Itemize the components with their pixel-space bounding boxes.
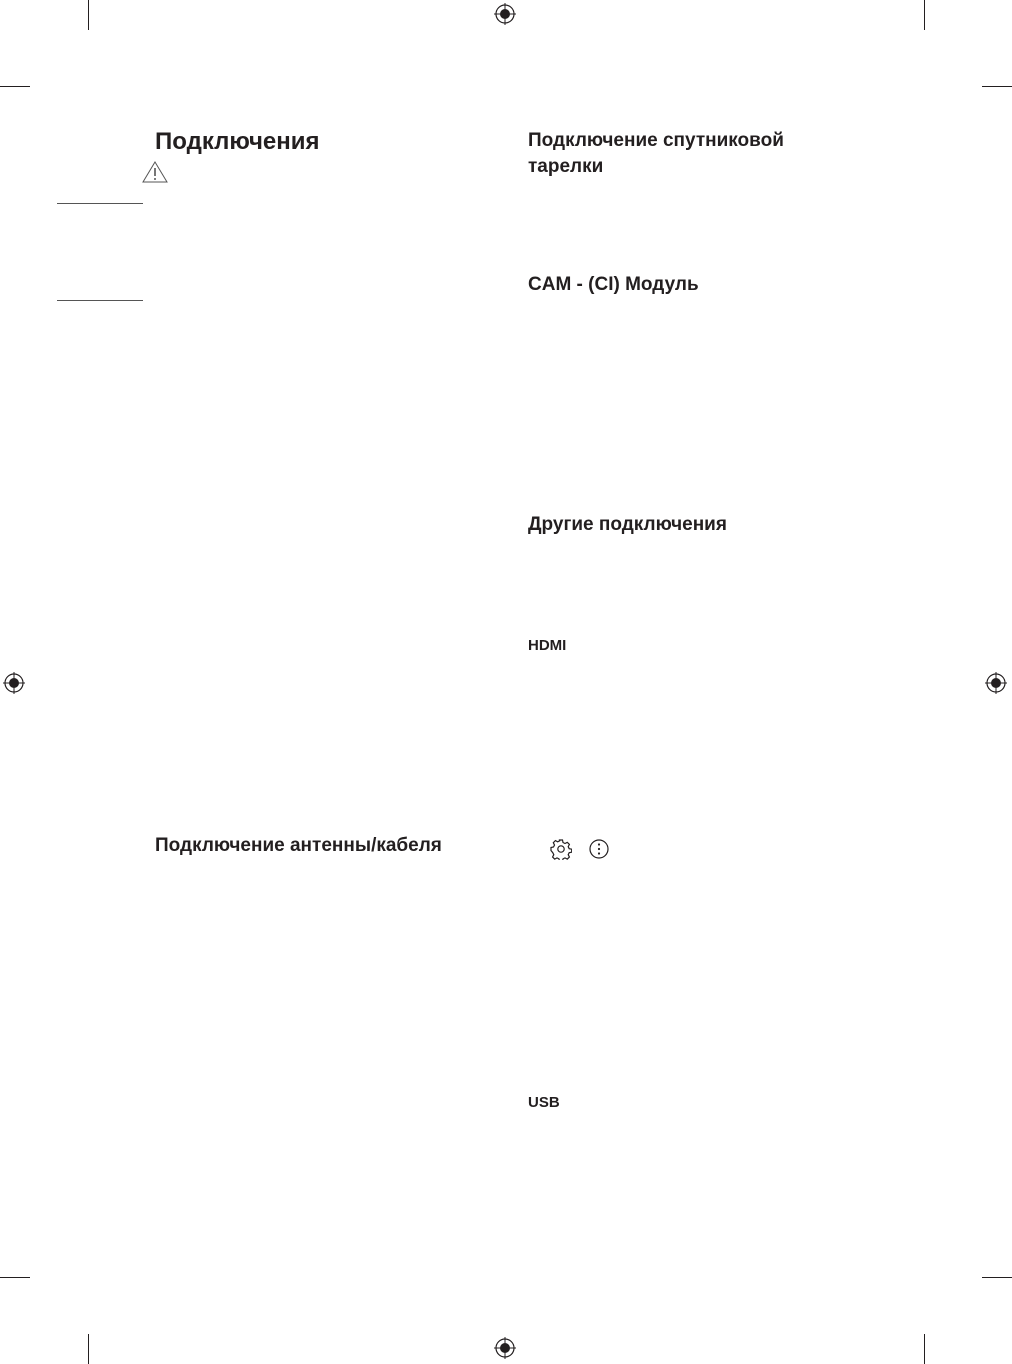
subheading-hdmi: HDMI — [528, 637, 567, 654]
warning-icon — [141, 160, 169, 184]
gear-icon — [550, 838, 572, 860]
crop-mark — [0, 86, 30, 87]
section-heading-cam: CAM - (CI) Модуль — [528, 274, 699, 295]
crop-mark — [924, 0, 925, 30]
divider — [57, 203, 143, 204]
page-title: Подключения — [155, 128, 320, 155]
registration-mark-icon — [985, 672, 1007, 694]
registration-mark-icon — [494, 3, 516, 25]
crop-mark — [88, 1334, 89, 1364]
section-heading-antenna: Подключение антенны/кабеля — [155, 835, 442, 856]
crop-mark — [924, 1334, 925, 1364]
crop-mark — [0, 1277, 30, 1278]
registration-mark-icon — [494, 1337, 516, 1359]
section-heading-other: Другие подключения — [528, 514, 727, 535]
crop-mark — [88, 0, 89, 30]
section-heading-satellite: Подключение спутниковой тарелки — [528, 130, 784, 177]
crop-mark — [982, 86, 1012, 87]
more-options-icon — [588, 838, 610, 860]
divider — [57, 300, 143, 301]
subheading-usb: USB — [528, 1094, 560, 1111]
registration-mark-icon — [3, 672, 25, 694]
crop-mark — [982, 1277, 1012, 1278]
